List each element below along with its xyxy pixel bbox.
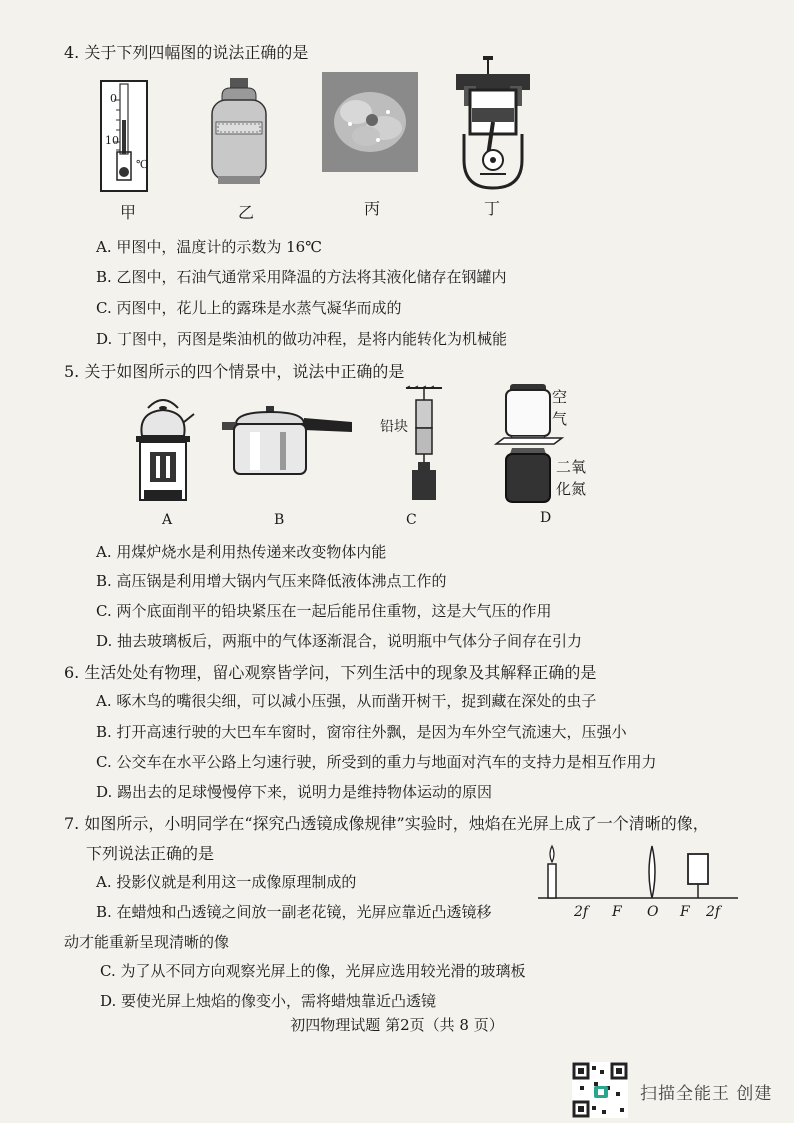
question-4-stem: 4. 关于下列四幅图的说法正确的是 (64, 43, 309, 62)
question-7-stem-line2: 下列说法正确的是 (86, 844, 215, 863)
q7-option-c: C. 为了从不同方向观察光屏上的像，光屏应选用较光滑的玻璃板 (100, 962, 526, 980)
q4-caption-jia: 甲 (120, 203, 137, 222)
lead-block-label: 铅块 (380, 419, 408, 435)
q7-option-b-line1: B. 在蜡烛和凸透镜之间放一副老花镜，光屏应靠近凸透镜移 (96, 903, 492, 921)
air-label-2: 气 (552, 410, 568, 428)
thermometer-unit: ℃ (136, 158, 149, 171)
q4-option-c: C. 丙图中，花儿上的露珠是水蒸气凝华而成的 (96, 299, 402, 317)
q5-caption-a: A (162, 512, 173, 528)
q5-caption-c: C (406, 512, 417, 528)
air-label-1: 空 (552, 388, 568, 406)
q4-caption-bing: 丙 (364, 199, 381, 218)
q4-option-b: B. 乙图中，石油气通常采用降温的方法将其液化储存在钢罐内 (96, 268, 507, 286)
pressure-cooker-figure (220, 404, 356, 480)
axis-label-2f-left: 2f (574, 904, 589, 920)
axis-label-o: O (647, 904, 659, 920)
q7-option-a: A. 投影仪就是利用这一成像原理制成的 (96, 873, 357, 891)
axis-label-f-right: F (680, 904, 690, 920)
q6-option-d: D. 踢出去的足球慢慢停下来，说明力是维持物体运动的原因 (96, 783, 493, 801)
q6-option-a: A. 啄木鸟的嘴很尖细，可以减小压强，从而凿开树干，捉到藏在深处的虫子 (96, 692, 597, 710)
coal-stove-kettle-figure (130, 390, 196, 506)
q7-option-b-line2: 动才能重新呈现清晰的像 (64, 933, 230, 951)
axis-label-2f-right: 2f (706, 904, 721, 920)
page-footer: 初四物理试题 第2页（共 8 页） (290, 1016, 504, 1034)
lead-blocks-figure (406, 386, 442, 504)
q4-option-a: A. 甲图中，温度计的示数为 16℃ (96, 238, 323, 256)
no2-label-2: 化氮 (556, 480, 587, 498)
q5-option-d: D. 抽去玻璃板后，两瓶中的气体逐渐混合，说明瓶中气体分子间存在引力 (96, 632, 583, 650)
question-5-stem: 5. 关于如图所示的四个情景中，说法中正确的是 (64, 362, 405, 381)
gas-cylinder-figure (208, 76, 270, 188)
q5-caption-b: B (274, 512, 285, 528)
q4-caption-yi: 乙 (238, 203, 255, 222)
watermark-text: 扫描全能王 创建 (640, 1084, 773, 1104)
thermometer-tick-0: 0 (110, 92, 117, 105)
question-6-stem: 6. 生活处处有物理，留心观察皆学问，下列生活中的现象及其解释正确的是 (64, 663, 597, 682)
no2-label-1: 二氧 (556, 458, 587, 476)
q6-option-c: C. 公交车在水平公路上匀速行驶，所受到的重力与地面对汽车的支持力是相互作用力 (96, 753, 657, 771)
thermometer-tick-10: 10 (105, 134, 119, 147)
q4-caption-ding: 丁 (484, 199, 501, 218)
scanner-qr-code-icon (572, 1062, 628, 1118)
q5-caption-d: D (540, 510, 552, 526)
q5-option-a: A. 用煤炉烧水是利用热传递来改变物体内能 (96, 543, 387, 561)
q6-option-b: B. 打开高速行驶的大巴车车窗时，窗帘往外飘，是因为车外空气流速大，压强小 (96, 723, 627, 741)
q5-option-c: C. 两个底面削平的铅块紧压在一起后能吊住重物，这是大气压的作用 (96, 602, 552, 620)
engine-cylinder-figure (450, 56, 536, 192)
q7-option-d: D. 要使光屏上烛焰的像变小，需将蜡烛靠近凸透镜 (100, 992, 437, 1010)
dewdrop-flower-photo (322, 72, 418, 172)
question-7-stem-line1: 7. 如图所示，小明同学在“探究凸透镜成像规律”实验时，烛焰在光屏上成了一个清晰的像， (64, 814, 709, 833)
q5-option-b: B. 高压锅是利用增大锅内气压来降低液体沸点工作的 (96, 572, 447, 590)
axis-label-f-left: F (612, 904, 622, 920)
optical-bench-figure (538, 842, 738, 902)
q4-option-d: D. 丁图中，丙图是柴油机的做功冲程，是将内能转化为机械能 (96, 330, 508, 348)
